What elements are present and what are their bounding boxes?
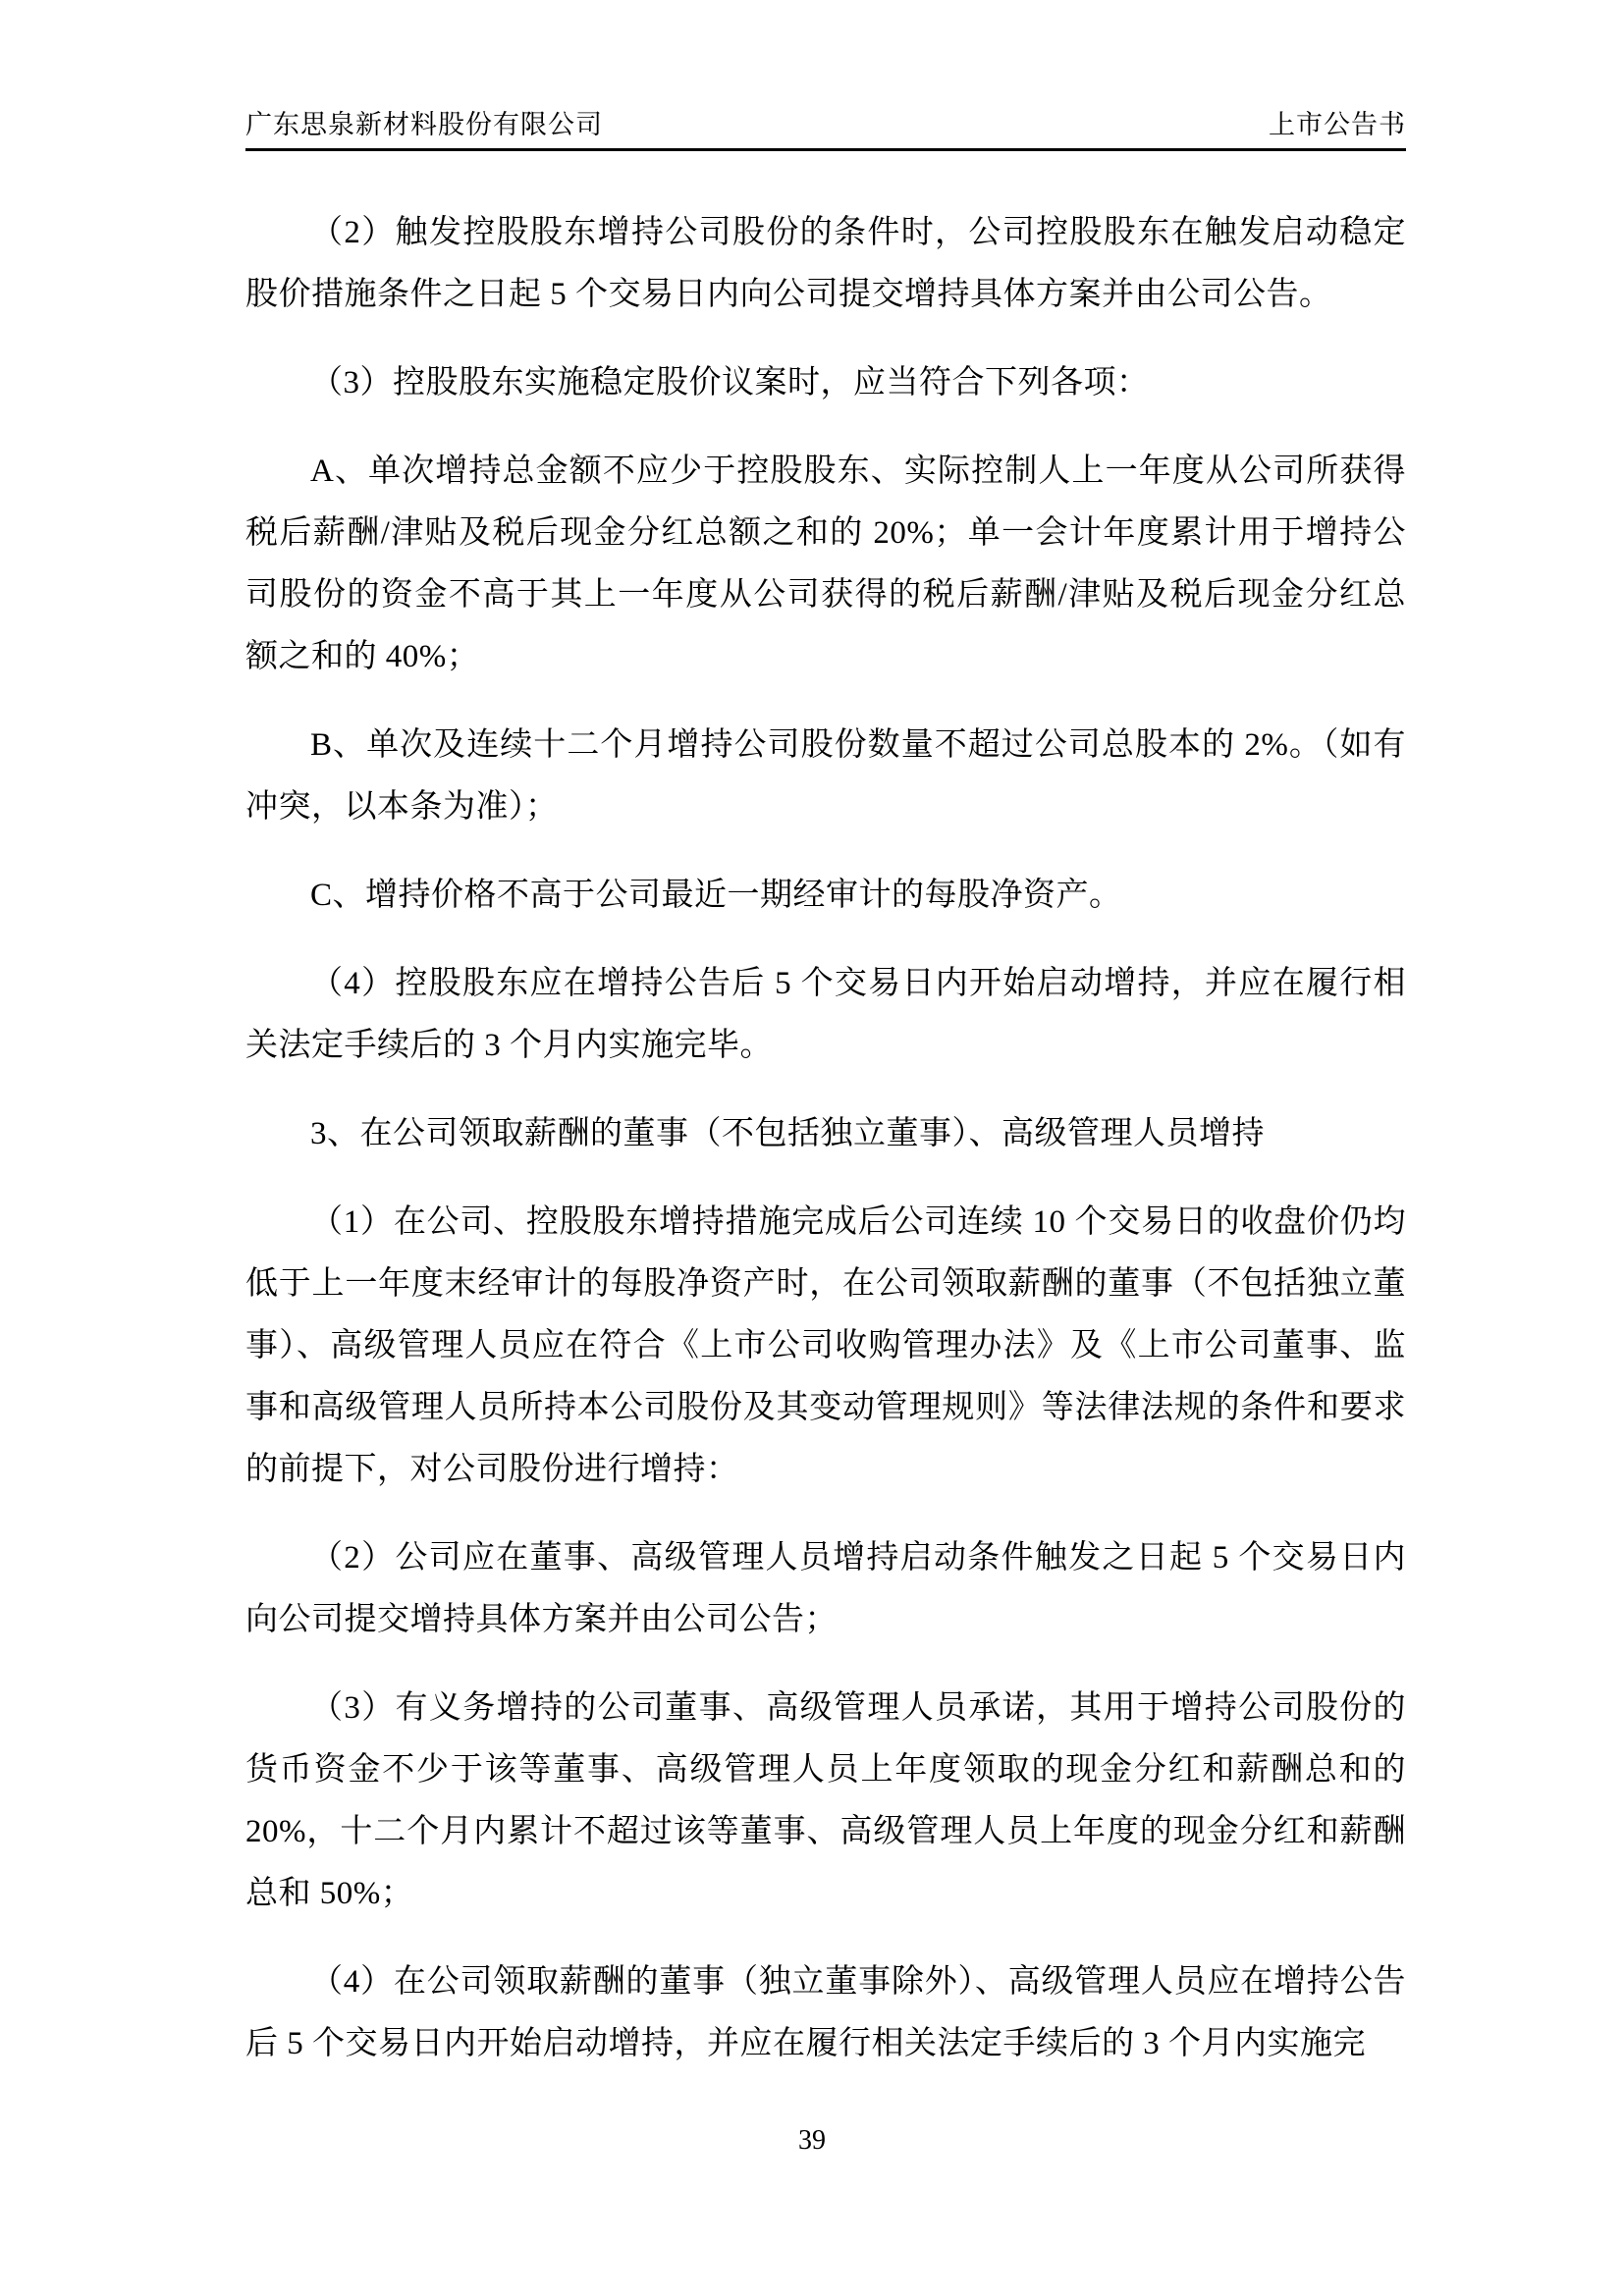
paragraph: （4）控股股东应在增持公告后 5 个交易日内开始启动增持，并应在履行相关法定手续后的 3 个月内实施完毕。 (245, 966, 1406, 1063)
paragraph: （2）公司应在董事、高级管理人员增持启动条件触发之日起 5 个交易日内向公司提交增持具体方案并由公司公告； (245, 1540, 1406, 1637)
paragraph: （4）在公司领取薪酬的董事（独立董事除外）、高级管理人员应在增持公告后 5 个交易日内开始启动增持，并应在履行相关法定手续后的 3 个月内实施完 (245, 1964, 1406, 2061)
page-number: 39 (798, 2125, 826, 2156)
page-header (245, 0, 1406, 151)
document-body (245, 202, 1406, 2075)
paragraph: （3）有义务增持的公司董事、高级管理人员承诺，其用于增持公司股份的货币资金不少于该等董事、高级管理人员上年度领取的现金分红和薪酬总和的 20%，十二个月内累计不超过该等董事、高级管理人员上年度的现金分红和薪酬总和 50%； (245, 1690, 1406, 1911)
paragraph: A、单次增持总金额不应少于控股股东、实际控制人上一年度从公司所获得税后薪酬/津贴及税后现金分红总额之和的 20%；单一会计年度累计用于增持公司股份的资金不高于其上一年度从公司获得的税后薪酬/津贴及税后现金分红总额之和的 40%； (245, 454, 1406, 674)
section-heading: 3、在公司领取薪酬的董事（不包括独立董事）、高级管理人员增持 (310, 1116, 1265, 1151)
paragraph: B、单次及连续十二个月增持公司股份数量不超过公司总股本的 2%。（如有冲突，以本条为准）； (245, 727, 1406, 825)
page-footer (0, 2125, 1624, 2157)
paragraph: （1）在公司、控股股东增持措施完成后公司连续 10 个交易日的收盘价仍均低于上一年度末经审计的每股净资产时，在公司领取薪酬的董事（不包括独立董事）、高级管理人员应在符合《上市公司收购管理办法》及《上市公司董事、监事和高级管理人员所持本公司股份及其变动管理规则》等法律法规的条件和要求的前提下，对公司股份进行增持： (245, 1204, 1406, 1487)
paragraph: C、增持价格不高于公司最近一期经审计的每股净资产。 (310, 878, 1122, 913)
header-company-name: 广东思泉新材料股份有限公司 (245, 110, 603, 139)
header-doc-title: 上市公告书 (1269, 110, 1406, 139)
paragraph: （3）控股股东实施稳定股价议案时，应当符合下列各项： (310, 365, 1150, 400)
paragraph: （2）触发控股股东增持公司股份的条件时，公司控股股东在触发启动稳定股价措施条件之日起 5 个交易日内向公司提交增持具体方案并由公司公告。 (245, 215, 1406, 312)
document-page (245, 0, 1406, 2102)
